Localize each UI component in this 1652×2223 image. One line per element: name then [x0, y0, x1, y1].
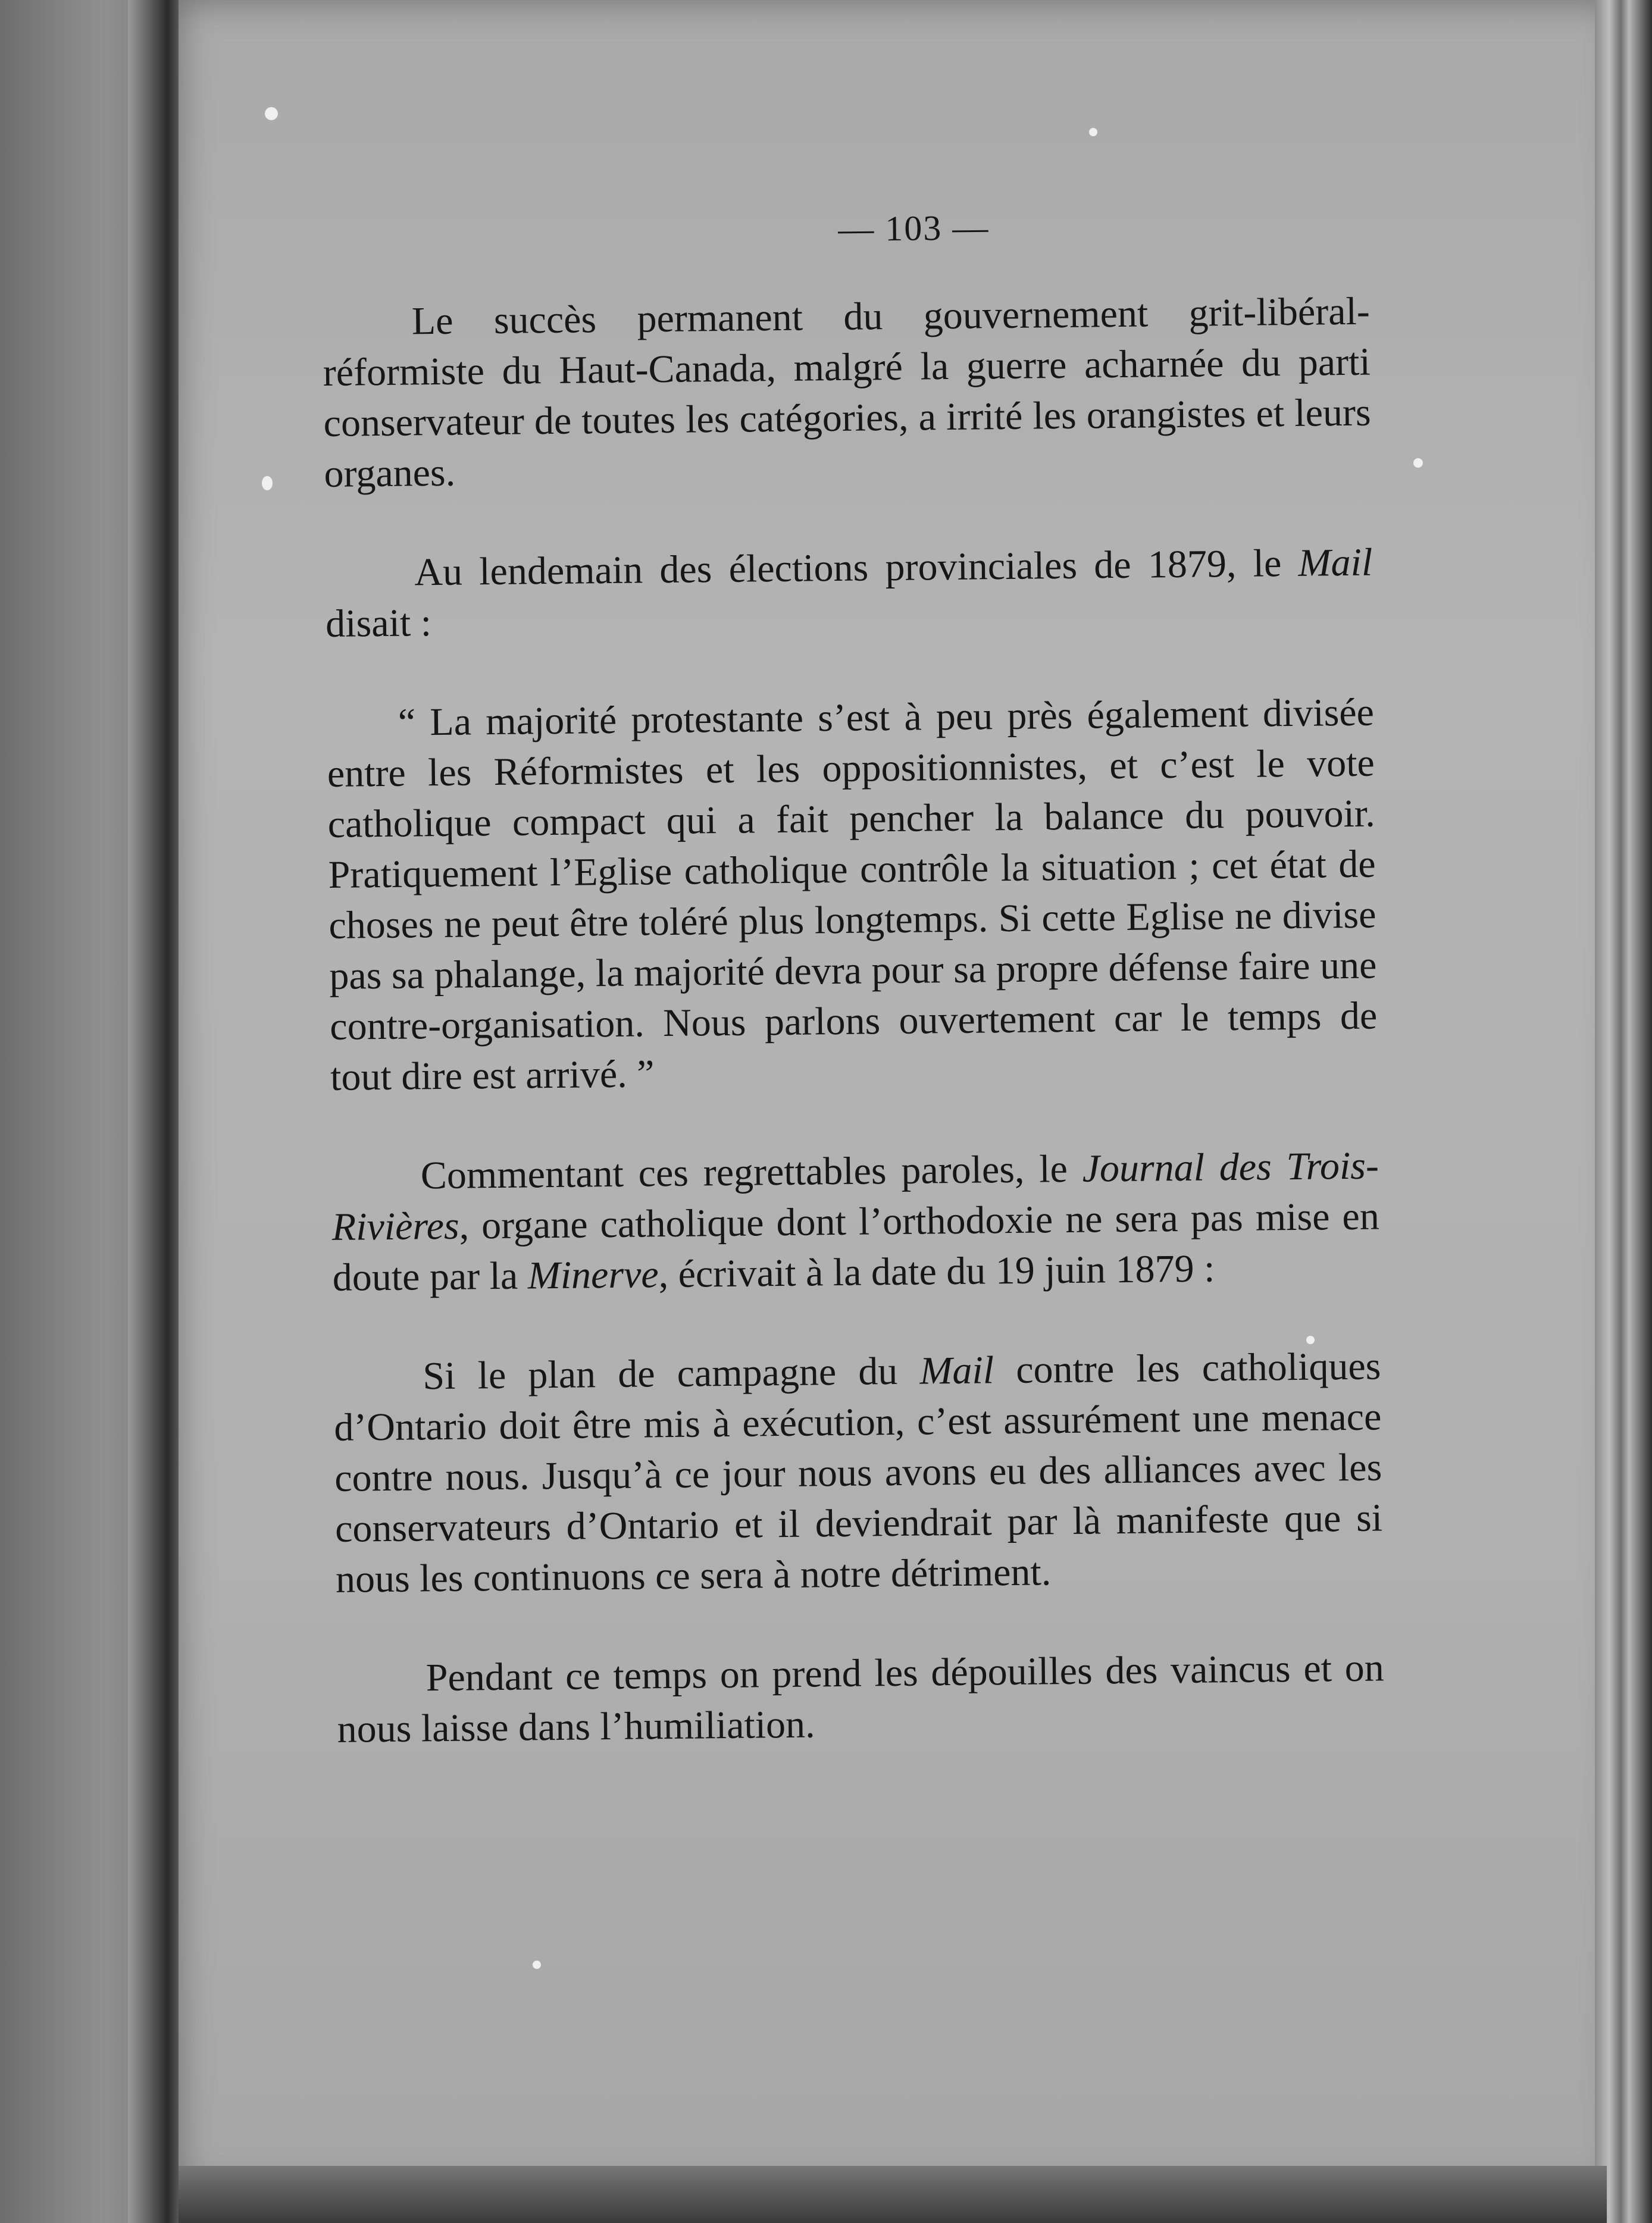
dust-speck: [1413, 458, 1423, 468]
newspaper-title-mail: Mail: [1298, 540, 1373, 585]
paragraph-5-text-a: Si le plan de campagne du: [423, 1349, 920, 1398]
quotation-paragraph: “ La majorité protestante s’est à peu près également divisée entre les Réformistes et les oppositionnistes, et c’est le vote catholique compact qui a fait pencher la balance du pouvoir. Pratiquement l’Eglise catholique contrôle la situation ; cet état de choses ne peut être toléré plus longtemps. Si cette Eglise ne divise pas sa phalange, la majorité devra pour sa propre défense faire une contre-organisation. Nous parlons ouvertement car le temps de tout dire est arrivé. ”: [327, 690, 1378, 1099]
page-number: — 103 —: [837, 208, 990, 249]
bottom-shadow: [179, 2166, 1607, 2223]
paragraph-2-text-b: disait :: [325, 601, 432, 646]
newspaper-title-journal: Journal des Trois-Rivières: [331, 1144, 1379, 1249]
dust-speck: [265, 107, 278, 120]
book-gutter: [128, 0, 184, 2223]
paragraph-4-text-a: Commentant ces regrettables paroles, le: [420, 1147, 1083, 1198]
newspaper-title-mail: Mail: [919, 1348, 994, 1393]
dust-speck: [262, 476, 273, 490]
paragraph-2-text-a: Au lendemain des élections provinciales de 1879, le: [414, 541, 1299, 594]
dust-speck: [533, 1961, 541, 1969]
page-text: [321, 203, 1385, 1804]
paragraph-5-text-b: contre les catholiques d’Ontario doit être mis à exécution, c’est assurément une menace contre nous. Jusqu’à ce jour nous avons eu des alliances avec les conservateurs d’Ontario et il deviendrait par là manifeste que si nous les continuons ce sera à notre détriment.: [333, 1344, 1383, 1601]
paragraph-6: Pendant ce temps on prend les dépouilles des vaincus et on nous laisse dans l’humiliation.: [337, 1646, 1385, 1751]
paragraph-5: [333, 1341, 1383, 1604]
dust-speck: [1089, 128, 1097, 136]
paragraph-4-text-b: , organe catholique dont l’orthodoxie ne sera pas mise en doute par la: [332, 1194, 1380, 1300]
paragraph-4-text-c: , écrivait à la date du 19 juin 1879 :: [658, 1247, 1215, 1297]
newspaper-title-minerve: Minerve: [527, 1253, 659, 1298]
paragraph-1: Le succès permanent du gouvernement grit-libéral-réformiste du Haut-Canada, malgré la guerre acharnée du parti conservateur de toutes les catégories, a irrité les orangistes et leurs organes.: [323, 289, 1371, 496]
page-edge: [1595, 0, 1652, 2223]
paragraph-2: [325, 537, 1373, 649]
paragraph-4: [331, 1140, 1380, 1303]
